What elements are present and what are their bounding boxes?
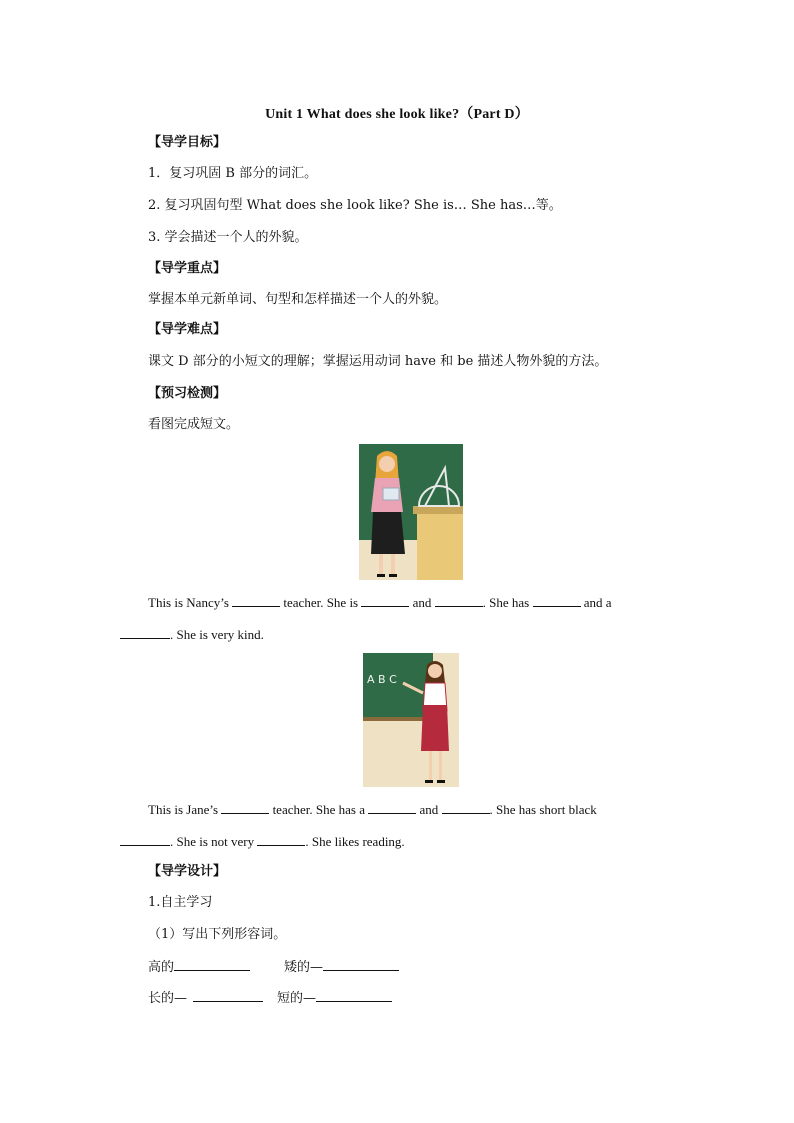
word-row-1 bbox=[148, 958, 399, 976]
teacher-podium-picture bbox=[359, 444, 463, 580]
answer-blank[interactable] bbox=[257, 833, 305, 846]
key-text: 掌握本单元新单词、句型和怎样描述一个人的外貌。 bbox=[148, 292, 448, 307]
answer-blank[interactable] bbox=[316, 989, 392, 1002]
goal-1: 1．复习巩固 B 部分的词汇。 bbox=[148, 166, 318, 181]
task-1-instruction: （1）写出下列形容词。 bbox=[148, 927, 287, 942]
teacher-at-podium-illustration bbox=[359, 444, 463, 580]
answer-blank[interactable] bbox=[193, 989, 263, 1002]
design-header: 【导学设计】 bbox=[148, 864, 227, 879]
nancy-sentence-line1: This is Nancy’s teacher. She is and . She has and a bbox=[148, 595, 612, 610]
difficulty-text: 课文 D 部分的小短文的理解；掌握运用动词 have 和 be 描述人物外貌的方法。 bbox=[148, 354, 608, 369]
teacher-blackboard-picture bbox=[363, 653, 459, 787]
answer-blank[interactable] bbox=[120, 626, 170, 639]
nancy-sentence-line2: . She is very kind. bbox=[120, 626, 264, 643]
word-row-2 bbox=[148, 989, 392, 1007]
answer-blank[interactable] bbox=[361, 594, 409, 607]
difficulty-header: 【导学难点】 bbox=[148, 322, 227, 337]
answer-blank[interactable] bbox=[120, 833, 170, 846]
answer-blank[interactable] bbox=[533, 594, 581, 607]
answer-blank[interactable] bbox=[232, 594, 280, 607]
goal-3: 3. 学会描述一个人的外貌。 bbox=[148, 230, 308, 245]
self-study-heading: 1.自主学习 bbox=[148, 895, 213, 910]
jane-sentence-line2: . She is not very . She likes reading. bbox=[120, 833, 405, 850]
jane-sentence-line1: This is Jane’s teacher. She has a and . She has short black bbox=[148, 802, 597, 817]
word-short-length: 短的— bbox=[277, 991, 317, 1006]
answer-blank[interactable] bbox=[323, 958, 399, 971]
word-short-height: 矮的— bbox=[284, 960, 324, 975]
word-long: 长的— bbox=[148, 991, 188, 1006]
goal-header: 【导学目标】 bbox=[148, 135, 227, 150]
answer-blank[interactable] bbox=[442, 801, 490, 814]
document-title: Unit 1 What does she look like?（Part D） bbox=[265, 107, 529, 122]
answer-blank[interactable] bbox=[174, 958, 250, 971]
blackboard-letters: A B C bbox=[367, 673, 397, 686]
answer-blank[interactable] bbox=[368, 801, 416, 814]
preview-instruction: 看图完成短文。 bbox=[148, 417, 240, 432]
answer-blank[interactable] bbox=[221, 801, 269, 814]
goal-2: 2. 复习巩固句型 What does she look like? She is… She has…等。 bbox=[148, 198, 562, 213]
word-tall: 高的 bbox=[148, 960, 175, 975]
preview-header: 【预习检测】 bbox=[148, 386, 227, 401]
key-header: 【导学重点】 bbox=[148, 261, 227, 276]
teacher-pointing-at-blackboard-illustration bbox=[363, 653, 459, 787]
answer-blank[interactable] bbox=[435, 594, 483, 607]
